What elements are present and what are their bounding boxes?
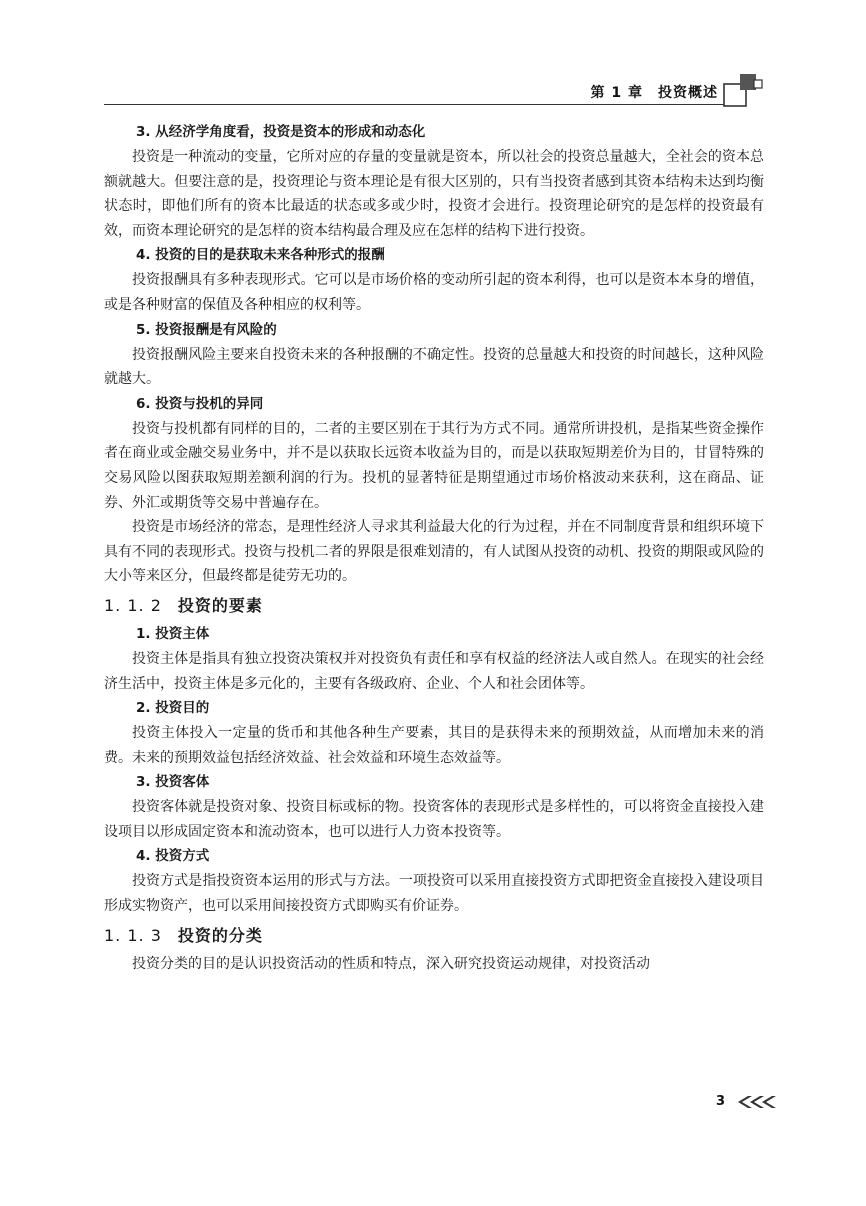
section-heading — [104, 920, 764, 952]
body-paragraph: 投资是一种流动的变量，它所对应的存量的变量就是资本，所以社会的投资总量越大，全社会的资本总额就越大。但要注意的是，投资理论与资本理论是有很大区别的，只有当投资者感到其资本结构未达到均衡状态时，即他们所有的资本比最适的状态或多或少时，投资才会进行。投资理论研究的是怎样的投资最有效，而资本理论研究的是怎样的资本结构最合理及应在怎样的结构下进行投资。 — [104, 149, 764, 239]
subheading: 5. 投资报酬是有风险的 — [136, 321, 277, 338]
subheading: 6. 投资与投机的异同 — [136, 395, 264, 412]
subheading: 3. 从经济学角度看，投资是资本的形成和动态化 — [136, 124, 426, 140]
page-number: 3 — [716, 1094, 726, 1109]
subheading: 4. 投资的目的是获取未来各种形式的报酬 — [136, 247, 385, 264]
body-paragraph: 投资报酬具有多种表现形式。它可以是市场价格的变动所引起的资本利得，也可以是资本本身的增值，或是各种财富的保值及各种相应的权利等。 — [104, 272, 764, 313]
page-body — [104, 120, 764, 976]
running-header — [104, 78, 724, 105]
section-title: 投资的要素 — [177, 595, 263, 615]
body-paragraph: 投资是市场经济的常态，是理性经济人寻求其利益最大化的行为过程，并在不同制度背景和组织环境下具有不同的表现形式。投资与投机二者的界限是很难划清的，有人试图从投资的动机、投资的期限或风险的大小等来区分，但最终都是徒劳无功的。 — [104, 519, 764, 585]
subheading: 4. 投资方式 — [136, 848, 210, 865]
subheading: 1. 投资主体 — [136, 625, 210, 642]
section-number: 1. 1. 2 — [104, 595, 162, 615]
body-paragraph: 投资分类的目的是认识投资活动的性质和特点，深入研究投资运动规律，对投资活动 — [132, 955, 650, 972]
section-heading — [104, 590, 764, 622]
subheading: 3. 投资客体 — [136, 774, 210, 791]
chapter-square-emblem-icon — [722, 70, 770, 110]
chapter-title: 第 1 章 投资概述 — [590, 85, 718, 101]
section-title: 投资的分类 — [177, 925, 263, 945]
body-paragraph: 投资报酬风险主要来自投资未来的各种报酬的不确定性。投资的总量越大和投资的时间越长，这种风险就越大。 — [104, 346, 764, 388]
section-number: 1. 1. 3 — [104, 925, 162, 945]
body-paragraph: 投资主体是指具有独立投资决策权并对投资负有责任和享有权益的经济法人或自然人。在现实的社会经济生活中，投资主体是多元化的，主要有各级政府、企业、个人和社会团体等。 — [104, 650, 764, 692]
body-paragraph: 投资与投机都有同样的目的，二者的主要区别在于其行为方式不同。通常所讲投机，是指某些资金操作者在商业或金融交易业务中，并不是以获取长远资本收益为目的，而是以获取短期差价为目的，甘冒特殊的交易风险以图获取短期差额利润的行为。投机的显著特征是期望通过市场价格波动来获利，这在商品、证券、外汇或期货等交易中普遍存在。 — [104, 420, 764, 511]
body-paragraph: 投资客体就是投资对象、投资目标或标的物。投资客体的表现形式是多样性的，可以将资金直接投入建设项目以形成固定资本和流动资本，也可以进行人力资本投资等。 — [104, 799, 764, 840]
triple-left-chevron-icon — [734, 1095, 784, 1109]
body-paragraph: 投资方式是指投资资本运用的形式与方法。一项投资可以采用直接投资方式即把资金直接投入建设项目形成实物资产，也可以采用间接投资方式即购买有价证券。 — [104, 873, 764, 915]
body-paragraph: 投资主体投入一定量的货币和其他各种生产要素，其目的是获得未来的预期效益，从而增加未来的消费。未来的预期效益包括经济效益、社会效益和环境生态效益等。 — [104, 725, 764, 766]
subheading: 2. 投资目的 — [136, 700, 210, 717]
